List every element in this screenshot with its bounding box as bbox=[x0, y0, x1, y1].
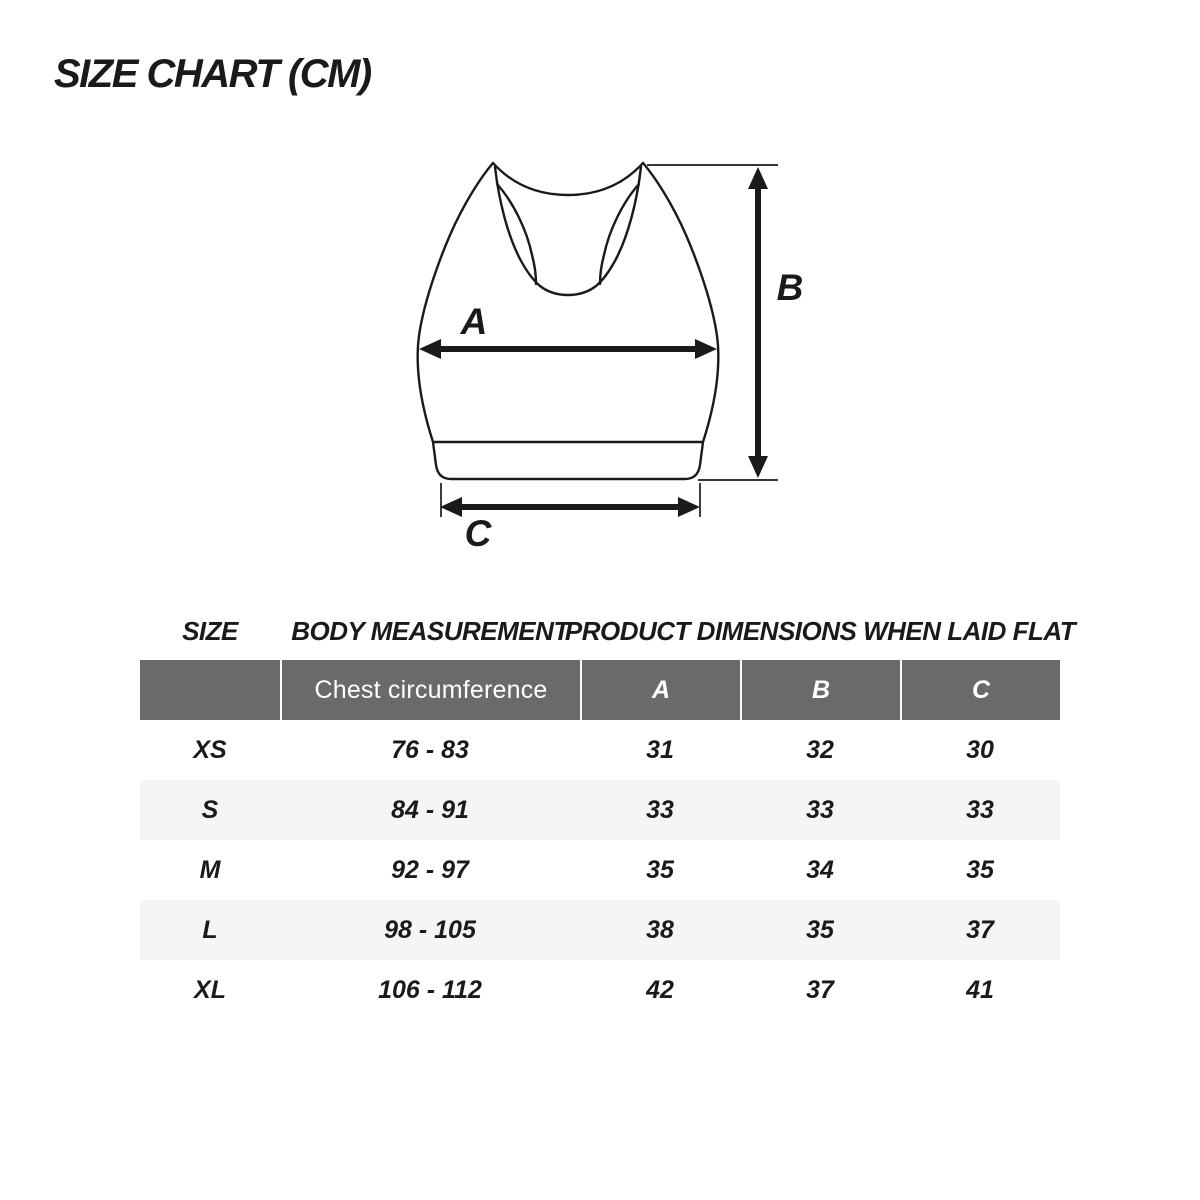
dim-a-value: 38 bbox=[646, 915, 674, 944]
size-label: XL bbox=[194, 975, 226, 1004]
dimension-label-a: A bbox=[460, 301, 488, 342]
chest-range: 92 - 97 bbox=[391, 855, 469, 884]
chest-range: 76 - 83 bbox=[391, 735, 469, 764]
dimension-label-b: B bbox=[776, 267, 804, 308]
table-row-xl bbox=[140, 960, 1060, 1020]
size-label: XS bbox=[193, 735, 227, 764]
page-title: SIZE CHART (CM) bbox=[54, 52, 371, 96]
size-label: L bbox=[202, 915, 218, 944]
size-label: S bbox=[201, 795, 219, 824]
chest-range: 84 - 91 bbox=[391, 795, 469, 824]
header-cell-empty bbox=[140, 660, 280, 720]
dimension-label-c: C bbox=[464, 513, 492, 554]
dim-b-value: 35 bbox=[806, 915, 834, 944]
header-cell-chest-circumference: Chest circumference bbox=[280, 660, 580, 720]
group-header-size: SIZE bbox=[182, 615, 238, 646]
header-cell-b: B bbox=[740, 660, 900, 720]
dim-c-value: 37 bbox=[966, 915, 994, 944]
dim-b-value: 37 bbox=[806, 975, 834, 1004]
table-row-s bbox=[140, 780, 1060, 840]
table-row-l bbox=[140, 900, 1060, 960]
header-cell-a: A bbox=[580, 660, 740, 720]
dim-b-value: 33 bbox=[806, 795, 834, 824]
table-header-row bbox=[140, 660, 1060, 720]
size-table-body bbox=[140, 720, 1060, 1020]
dim-c-value: 41 bbox=[966, 975, 994, 1004]
dim-a-value: 33 bbox=[646, 795, 674, 824]
dim-c-value: 30 bbox=[966, 735, 994, 764]
dimension-arrow-b-icon bbox=[647, 165, 778, 480]
dim-b-value: 32 bbox=[806, 735, 834, 764]
dim-b-value: 34 bbox=[806, 855, 834, 884]
table-row-xs bbox=[140, 720, 1060, 780]
dim-a-value: 42 bbox=[646, 975, 674, 1004]
dimension-arrow-c-icon bbox=[440, 483, 700, 517]
chest-range: 106 - 112 bbox=[378, 975, 482, 1004]
dim-a-value: 31 bbox=[646, 735, 674, 764]
group-header-product-dimensions: PRODUCT DIMENSIONS WHEN LAID FLAT bbox=[564, 615, 1076, 646]
table-row-m bbox=[140, 840, 1060, 900]
dim-a-value: 35 bbox=[646, 855, 674, 884]
chest-range: 98 - 105 bbox=[384, 915, 476, 944]
size-label: M bbox=[199, 855, 221, 884]
dim-c-value: 35 bbox=[966, 855, 994, 884]
table-group-headers bbox=[140, 607, 1076, 655]
dimension-arrow-a-icon bbox=[419, 339, 717, 359]
group-header-body-measurement: BODY MEASUREMENT bbox=[291, 615, 569, 646]
header-cell-c: C bbox=[900, 660, 1060, 720]
dim-c-value: 33 bbox=[966, 795, 994, 824]
